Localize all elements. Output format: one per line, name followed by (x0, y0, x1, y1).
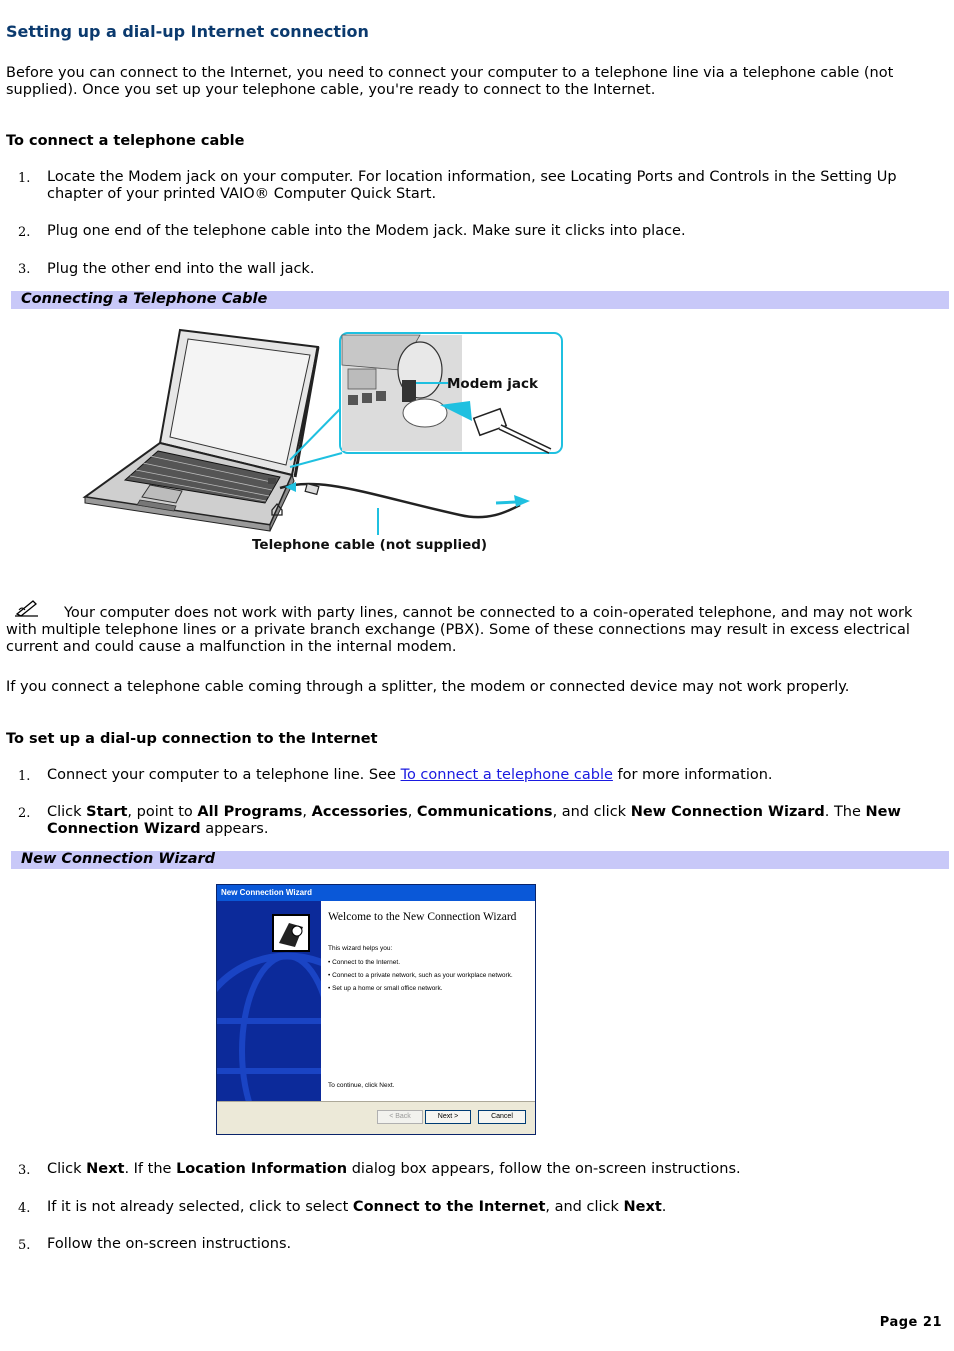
step-number: 3. (18, 1163, 31, 1178)
page-number: Page 21 (879, 1315, 942, 1330)
step-number: 5. (18, 1238, 31, 1253)
step-text: Click Start, point to All Programs, Accessories, Communications, and click New Connection Wizard. The New Connection Wizard appears. (47, 804, 901, 837)
wizard-bullet: • Set up a home or small office network. (328, 985, 443, 992)
wizard-bullet: • Connect to a private network, such as your workplace network. (328, 972, 513, 979)
figure-caption-band (11, 291, 949, 309)
step-number: 1. (18, 769, 31, 784)
figure-caption: New Connection Wizard (21, 851, 216, 867)
step-number: 2. (18, 225, 31, 240)
wizard-bullet: • Connect to the Internet. (328, 959, 401, 966)
section-heading-dialup: To set up a dial-up connection to the Internet (6, 731, 378, 747)
connect-cable-link[interactable]: To connect a telephone cable (400, 767, 613, 783)
wizard-helps-text: This wizard helps you: (328, 945, 393, 952)
telephone-cable-label: Telephone cable (not supplied) (252, 537, 488, 553)
figure-caption: Connecting a Telephone Cable (21, 291, 268, 307)
step-number: 4. (18, 1201, 31, 1216)
wizard-back-button[interactable]: < Back (377, 1110, 423, 1124)
step-text: Plug one end of the telephone cable into the Modem jack. Make sure it clicks into place. (47, 223, 686, 239)
step-number: 3. (18, 262, 31, 277)
wizard-titlebar: New Connection Wizard (217, 885, 535, 901)
note-paragraph: Your computer does not work with party lines, cannot be connected to a coin-operated telephone, and may not work with multiple telephone lines or a private branch exchange (PBX). Some of these connections may result in excess electrical current and could cause a malfunction in the internal modem. (6, 605, 913, 655)
section-heading-connect-cable: To connect a telephone cable (6, 133, 245, 149)
wizard-next-button[interactable]: Next > (425, 1110, 471, 1124)
modem-jack-label: Modem jack (447, 376, 539, 392)
step-text: Click Next. If the Location Information dialog box appears, follow the on-screen instructions. (47, 1161, 741, 1177)
wizard-cancel-button[interactable]: Cancel (478, 1110, 526, 1124)
wizard-heading: Welcome to the New Connection Wizard (328, 911, 517, 923)
step-number: 1. (18, 171, 31, 186)
splitter-paragraph: If you connect a telephone cable coming through a splitter, the modem or connected device may not work properly. (6, 679, 850, 695)
step-text: Connect your computer to a telephone line. See To connect a telephone cable for more information. (47, 767, 773, 783)
laptop-modem-illustration (80, 325, 570, 560)
intro-paragraph: Before you can connect to the Internet, you need to connect your computer to a telephone line via a telephone cable (not supplied). Once you set up your telephone cable, you're ready to connect to the Internet. (6, 65, 894, 98)
wizard-side-panel (217, 901, 321, 1101)
step-text: Plug the other end into the wall jack. (47, 261, 315, 277)
new-connection-wizard-screenshot (216, 884, 536, 1135)
wizard-continue-text: To continue, click Next. (328, 1082, 395, 1089)
figure-caption-band (11, 851, 949, 869)
step-text: Locate the Modem jack on your computer. For location information, see Locating Ports and Controls in the Setting Up chapter of your printed VAIO® Computer Quick Start. (47, 169, 897, 202)
step-text: Follow the on-screen instructions. (47, 1236, 292, 1252)
step-text: If it is not already selected, click to select Connect to the Internet, and click Next. (47, 1199, 667, 1215)
page-title: Setting up a dial-up Internet connection (6, 22, 369, 41)
step-number: 2. (18, 806, 31, 821)
